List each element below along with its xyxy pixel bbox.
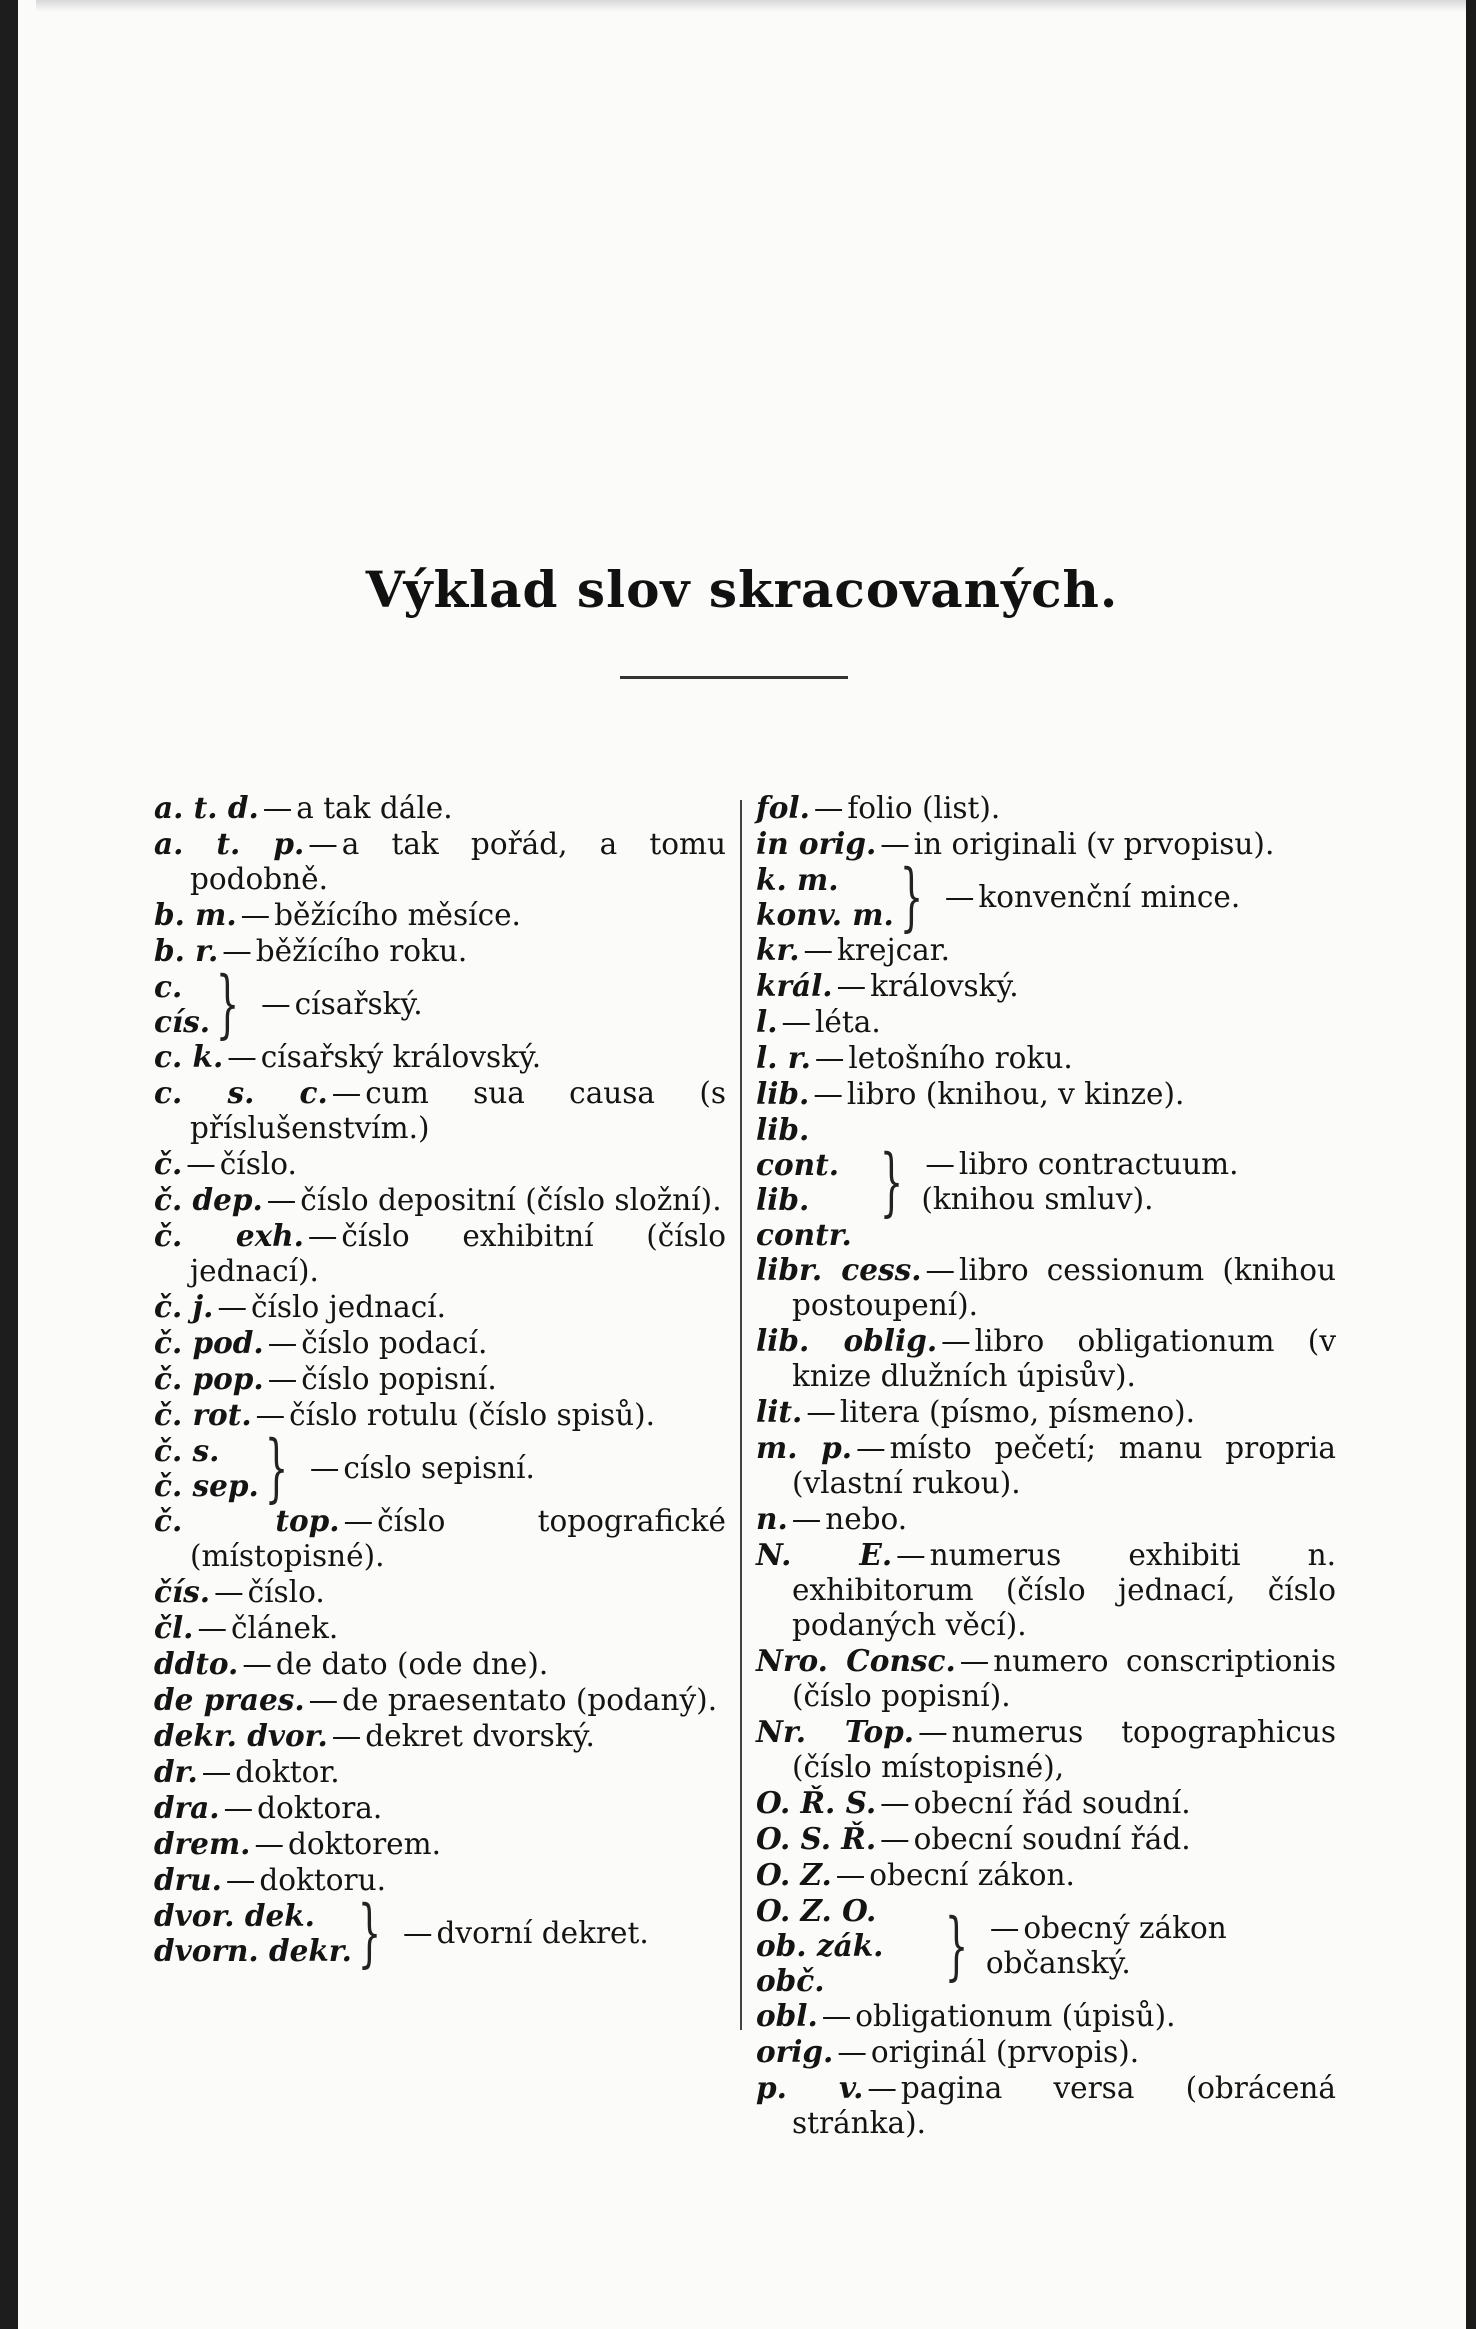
abbreviation: k. m. — [756, 862, 839, 897]
brace-symbol: } — [880, 1139, 904, 1225]
definition-text: císlo sepisní. — [343, 1450, 535, 1485]
definition: a tak pořád, a tomu podobně. — [190, 827, 726, 896]
glossary-entry-group — [756, 1893, 1336, 1998]
abbreviation-list — [154, 1433, 259, 1503]
dash: — — [227, 1040, 257, 1074]
dash: — — [403, 1915, 433, 1950]
dash: — — [821, 1999, 852, 2033]
dash: — — [918, 1715, 948, 1749]
abbreviation: p. v. — [756, 2070, 864, 2105]
abbreviation-list — [756, 862, 894, 932]
dash: — — [867, 2071, 897, 2105]
glossary-entry-group — [154, 961, 726, 1047]
definition: numerus exhibiti n. exhibitorum (číslo jednací, číslo podaných věcí). — [792, 1538, 1336, 1642]
definition: obligationum (úpisů). — [855, 1999, 1176, 2033]
abbreviation: cís. — [154, 1004, 211, 1039]
dash: — — [343, 1504, 374, 1538]
definition: libro (knihou, v kinze). — [846, 1077, 1185, 1111]
glossary-entry — [756, 2034, 1336, 2070]
dash: — — [925, 1147, 955, 1181]
dash: — — [309, 1450, 340, 1485]
glossary-entry — [154, 1610, 726, 1646]
definition: doktorem. — [287, 1827, 441, 1861]
glossary-entry — [756, 826, 1336, 862]
glossary-entry-group — [154, 1425, 726, 1511]
left-column — [154, 790, 726, 1976]
definition: místo pečetí; manu propria (vlastní rukou). — [792, 1431, 1336, 1500]
abbreviation: král. — [756, 968, 833, 1003]
glossary-entry — [154, 933, 726, 969]
abbreviation: dru. — [154, 1862, 222, 1897]
glossary-entry — [154, 826, 726, 897]
abbreviation: c. k. — [154, 1039, 224, 1074]
glossary-entry — [756, 2070, 1336, 2141]
definition: obecní řád soudní. — [913, 1786, 1191, 1820]
definition: nebo. — [825, 1502, 908, 1536]
definition: a tak dále. — [296, 791, 453, 825]
dash: — — [896, 1538, 926, 1572]
definition: libro cessionum (knihou postoupení). — [792, 1253, 1336, 1322]
abbreviation: fol. — [756, 790, 810, 825]
definition: běžícího roku. — [255, 934, 468, 968]
abbreviation: ddto. — [154, 1646, 239, 1681]
abbreviation: l. — [756, 1004, 778, 1039]
definition-text: císařský. — [294, 986, 423, 1021]
definition-text: obecný zákon občanský. — [985, 1910, 1227, 1980]
dash: — — [837, 2035, 867, 2069]
abbreviation-list — [756, 1112, 874, 1252]
definition: číslo jednací. — [250, 1290, 447, 1324]
glossary-entry — [756, 1501, 1336, 1537]
brace-symbol: } — [357, 1890, 382, 1976]
glossary-entry — [154, 1218, 726, 1289]
abbreviation: lib. cont. — [756, 1112, 839, 1182]
dash: — — [242, 1647, 272, 1681]
glossary-entry — [756, 1821, 1336, 1857]
abbreviation: c. s. c. — [154, 1075, 328, 1110]
dash: — — [254, 1827, 284, 1861]
abbreviation: dvorn. dekr. — [154, 1933, 352, 1968]
definition: královský. — [870, 969, 1019, 1003]
glossary-entry — [154, 1146, 726, 1182]
glossary-entry — [154, 1075, 726, 1146]
definition: in originali (v prvopisu). — [913, 827, 1275, 861]
glossary-entry — [154, 1826, 726, 1862]
glossary-entry — [756, 1998, 1336, 2034]
glossary-entry — [154, 1289, 726, 1325]
abbreviation: č. exh. — [154, 1218, 304, 1253]
definition: císařský královský. — [260, 1040, 542, 1074]
definition: de dato (ode dne). — [275, 1647, 549, 1681]
dash: — — [331, 1076, 362, 1110]
dash: — — [331, 1719, 362, 1753]
definition-text: dvorní dekret. — [436, 1915, 649, 1950]
abbreviation-list — [756, 1893, 939, 1998]
abbreviation: lib. oblig. — [756, 1323, 938, 1358]
glossary-entry — [756, 1785, 1336, 1821]
dash: — — [222, 934, 252, 968]
abbreviation: libr. cess. — [756, 1252, 922, 1287]
dash: — — [944, 879, 975, 914]
abbreviation: č. s. — [154, 1433, 220, 1468]
glossary-entry — [756, 1394, 1336, 1430]
abbreviation: č. top. — [154, 1503, 340, 1538]
dash: — — [262, 791, 293, 825]
dash: — — [791, 1502, 822, 1536]
abbreviation: dvor. dek. — [154, 1898, 315, 1933]
abbreviation: O. S. Ř. — [756, 1821, 877, 1856]
abbreviation: ob. zák. obč. — [756, 1928, 884, 1998]
brace-symbol: } — [215, 961, 240, 1047]
glossary-entry — [756, 1643, 1336, 1714]
abbreviation: dekr. dvor. — [154, 1718, 328, 1753]
definition — [921, 1147, 1336, 1217]
dash: — — [267, 1362, 298, 1396]
abbreviation: m. p. — [756, 1430, 853, 1465]
abbreviation-list — [154, 969, 210, 1039]
glossary-entry — [154, 1682, 726, 1718]
dash: — — [261, 986, 291, 1021]
brace-symbol: } — [264, 1425, 289, 1511]
abbreviation: č. sep. — [154, 1468, 259, 1503]
glossary-entry — [154, 1182, 726, 1218]
dash: — — [223, 1791, 254, 1825]
abbreviation: in orig. — [756, 826, 877, 861]
glossary-entry — [154, 1397, 726, 1433]
dash: — — [225, 1863, 256, 1897]
dash: — — [880, 827, 910, 861]
definition: číslo exhibitní (číslo jednací). — [190, 1219, 726, 1288]
definition: číslo. — [219, 1147, 297, 1181]
abbreviation: a. t. d. — [154, 790, 259, 825]
dash: — — [835, 1858, 866, 1892]
definition: číslo. — [247, 1575, 325, 1609]
glossary-entry — [154, 1361, 726, 1397]
definition: numero conscriptionis (číslo popisní). — [792, 1644, 1336, 1713]
glossary-entry — [154, 1574, 726, 1610]
definition: de praesentato (podaný). — [342, 1683, 718, 1717]
definition: obecní zákon. — [869, 1858, 1075, 1892]
definition: číslo depositní (číslo složní). — [300, 1183, 722, 1217]
dash: — — [880, 1822, 910, 1856]
dash: — — [214, 1575, 244, 1609]
definition: běžícího měsíce. — [274, 898, 521, 932]
abbreviation: č. pop. — [154, 1361, 264, 1396]
definition-text: libro contractuum. (knihou smluv). — [921, 1147, 1239, 1216]
definition: folio (list). — [847, 791, 1001, 825]
definition: doktor. — [235, 1755, 340, 1789]
abbreviation: lib. contr. — [756, 1182, 852, 1252]
glossary-entry — [756, 1323, 1336, 1394]
dash: — — [813, 1077, 843, 1111]
definition: libro obligationum (v knize dlužních úpisův). — [792, 1324, 1336, 1393]
definition — [257, 987, 422, 1022]
dash: — — [186, 1147, 216, 1181]
glossary-entry — [154, 790, 726, 826]
glossary-entry — [154, 1039, 726, 1075]
dash: — — [240, 898, 271, 932]
abbreviation: obl. — [756, 1998, 818, 2033]
glossary-entry — [756, 1714, 1336, 1785]
abbreviation: č. rot. — [154, 1397, 252, 1432]
definition: litera (písmo, písmeno). — [839, 1395, 1196, 1429]
abbreviation: O. Z. — [756, 1857, 832, 1892]
abbreviation: č. pod. — [154, 1325, 264, 1360]
definition: krejcar. — [837, 933, 950, 967]
definition: číslo rotulu (číslo spisů). — [289, 1398, 655, 1432]
definition — [306, 1451, 535, 1486]
abbreviation: O. Z. O. — [756, 1893, 877, 1928]
abbreviation: kr. — [756, 932, 800, 967]
dash: — — [197, 1611, 227, 1645]
abbreviation: lit. — [756, 1394, 803, 1429]
glossary-entry — [154, 1718, 726, 1754]
abbreviation: lib. — [756, 1076, 810, 1111]
scan-edge-right — [1466, 0, 1476, 2329]
dash: — — [856, 1431, 886, 1465]
abbreviation: čís. — [154, 1574, 211, 1609]
dash: — — [803, 933, 834, 967]
dash: — — [959, 1644, 990, 1678]
title-rule — [620, 676, 848, 679]
dash: — — [806, 1395, 836, 1429]
definition: dekret dvorský. — [365, 1719, 595, 1753]
abbreviation: N. E. — [756, 1537, 893, 1572]
dash: — — [201, 1755, 232, 1789]
definition: číslo podací. — [301, 1326, 488, 1360]
glossary-entry — [154, 1754, 726, 1790]
dash: — — [307, 1219, 338, 1253]
definition — [399, 1916, 649, 1951]
abbreviation: čl. — [154, 1610, 194, 1645]
definition-text: konvenční mince. — [978, 879, 1241, 914]
dash: — — [266, 1183, 297, 1217]
abbreviation: b. m. — [154, 897, 237, 932]
abbreviation: č. — [154, 1146, 183, 1181]
glossary-entry — [756, 1430, 1336, 1501]
definition: numerus topographicus (číslo místopisné), — [792, 1715, 1336, 1784]
dash: — — [880, 1786, 910, 1820]
definition: doktora. — [257, 1791, 383, 1825]
abbreviation: a. t. p. — [154, 826, 305, 861]
glossary-entry — [756, 1040, 1336, 1076]
definition: číslo popisní. — [301, 1362, 497, 1396]
dash: — — [308, 827, 338, 861]
abbreviation-list — [154, 1898, 352, 1968]
abbreviation: n. — [756, 1501, 788, 1536]
column-divider — [740, 800, 742, 2030]
dash: — — [781, 1005, 811, 1039]
definition: číslo topografické (místopisné). — [190, 1504, 726, 1573]
dash: — — [217, 1290, 247, 1324]
abbreviation: konv. m. — [756, 897, 894, 932]
abbreviation: č. j. — [154, 1289, 214, 1324]
abbreviation: de praes. — [154, 1682, 305, 1717]
dash: — — [267, 1326, 298, 1360]
definition: léta. — [814, 1005, 881, 1039]
book-page — [18, 0, 1466, 2329]
definition: článek. — [230, 1611, 339, 1645]
abbreviation: c. — [154, 969, 183, 1004]
abbreviation: orig. — [756, 2034, 834, 2069]
abbreviation: Nr. Top. — [756, 1714, 915, 1749]
definition: originál (prvopis). — [870, 2035, 1140, 2069]
glossary-entry-group — [756, 854, 1336, 940]
glossary-entry — [756, 1857, 1336, 1893]
dash: — — [814, 1041, 845, 1075]
brace-symbol: } — [899, 854, 924, 940]
glossary-entry — [756, 1004, 1336, 1040]
abbreviation: O. Ř. S. — [756, 1785, 877, 1820]
glossary-entry — [756, 968, 1336, 1004]
abbreviation: č. dep. — [154, 1182, 263, 1217]
definition — [941, 880, 1240, 915]
definition: pagina versa (obrácená stránka). — [792, 2071, 1336, 2140]
dash: — — [941, 1324, 971, 1358]
brace-symbol: } — [944, 1902, 969, 1989]
definition: letošního roku. — [848, 1041, 1073, 1075]
scan-edge-top — [36, 0, 1476, 12]
glossary-entry — [154, 1862, 726, 1898]
glossary-entry — [154, 1503, 726, 1574]
abbreviation: Nro. Consc. — [756, 1643, 956, 1678]
dash: — — [813, 791, 844, 825]
glossary-entry — [756, 1076, 1336, 1112]
abbreviation: b. r. — [154, 933, 219, 968]
dash: — — [836, 969, 867, 1003]
glossary-entry — [154, 1790, 726, 1826]
right-column — [756, 790, 1336, 2141]
glossary-entry-group — [756, 1112, 1336, 1252]
definition: obecní soudní řád. — [913, 1822, 1191, 1856]
scan-edge-left — [0, 0, 18, 2329]
dash: — — [989, 1910, 1020, 1945]
definition — [986, 1911, 1336, 1981]
abbreviation: dra. — [154, 1790, 220, 1825]
abbreviation: l. r. — [756, 1040, 811, 1075]
abbreviation: dr. — [154, 1754, 198, 1789]
definition: doktoru. — [259, 1863, 387, 1897]
glossary-entry — [154, 1325, 726, 1361]
glossary-entry — [756, 1537, 1336, 1643]
dash: — — [925, 1253, 955, 1287]
glossary-entry — [154, 1646, 726, 1682]
dash: — — [308, 1683, 339, 1717]
glossary-entry — [154, 897, 726, 933]
dash: — — [255, 1398, 286, 1432]
glossary-entry — [756, 1252, 1336, 1323]
glossary-entry — [756, 790, 1336, 826]
abbreviation: drem. — [154, 1826, 251, 1861]
definition: cum sua causa (s příslušenstvím.) — [190, 1076, 726, 1145]
glossary-entry — [756, 932, 1336, 968]
page-title: Výklad slov skracovaných. — [365, 560, 1119, 619]
glossary-entry-group — [154, 1890, 726, 1976]
